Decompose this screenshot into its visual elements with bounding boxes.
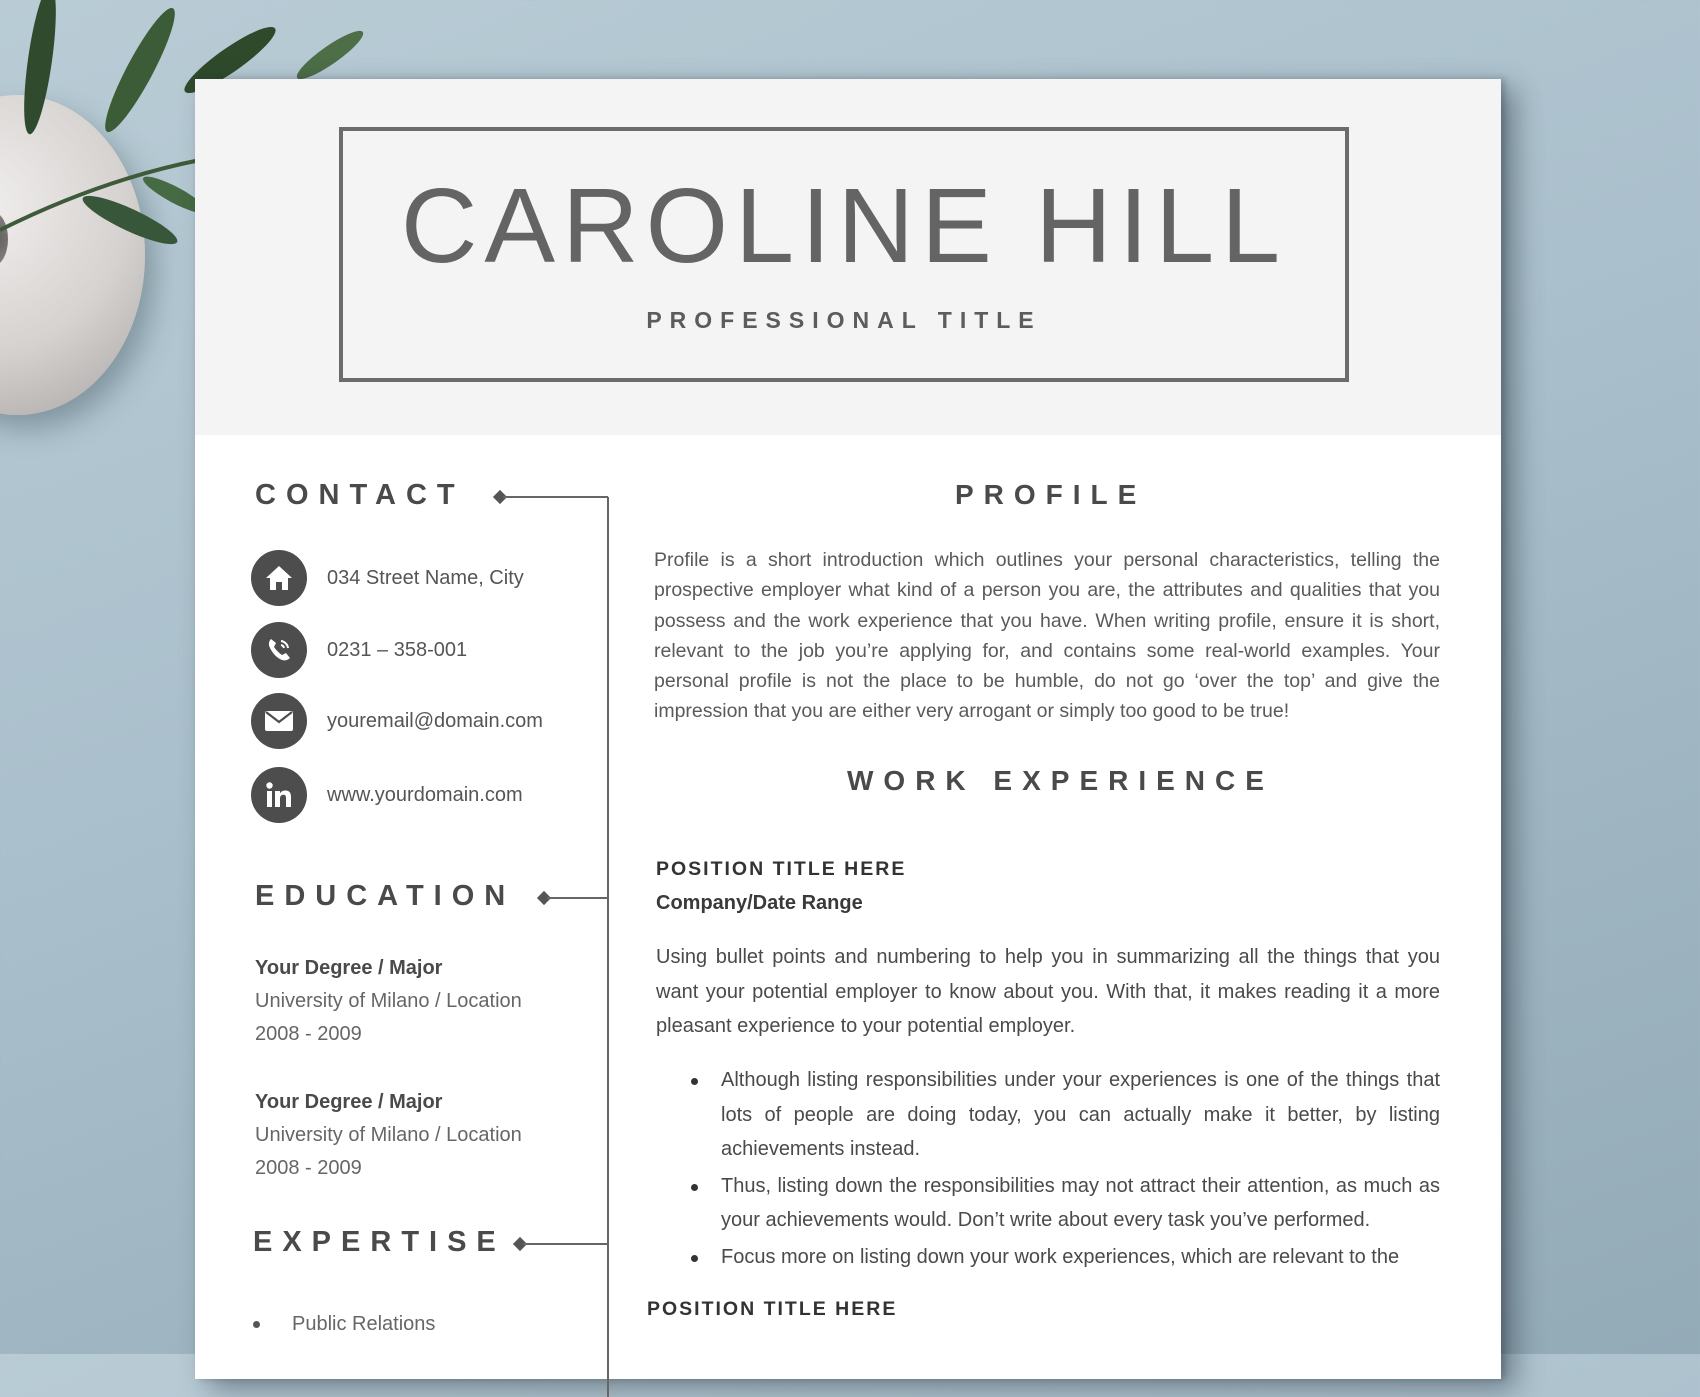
years-text: 2008 - 2009: [255, 1023, 362, 1045]
job-bullet-item: [691, 1063, 1440, 1167]
expertise-item-text: Public Relations: [292, 1313, 436, 1335]
candidate-name: CAROLINE HILL: [400, 167, 1288, 285]
bullet-dot: [253, 1321, 260, 1328]
resume-page: [195, 79, 1501, 1379]
bullet-dot: [691, 1255, 698, 1262]
company-date-range: Company/Date Range: [656, 892, 863, 914]
timeline-vertical-line: [607, 497, 609, 1397]
profile-text: Profile is a short introduction which outlines your personal characteristics, telling the prospective employer what kind of a person you are, the attributes and qualities that you possess and the work experience that you have. When writing profile, ensure it is short, relevant to the job you’re applying for, and contains some real-world examples. Your personal profile is not the place to be humble, do not go ‘over the top’ and give the impression that you are either very arrogant or simply too good to be true!: [654, 549, 1440, 723]
bullet-dot: [691, 1184, 698, 1191]
school-text: University of Milano / Location: [255, 990, 522, 1012]
education-entry: [255, 952, 522, 1051]
envelope-icon: [251, 693, 307, 749]
position-title: POSITION TITLE HERE: [647, 1298, 898, 1320]
expertise-heading: EXPERTISE: [253, 1226, 506, 1258]
contact-address: [251, 550, 524, 606]
bullet-dot: [691, 1078, 698, 1085]
expertise-item: [253, 1313, 435, 1336]
contact-heading: CONTACT: [255, 479, 465, 511]
job-bullet-text: Thus, listing down the responsibilities may not attract their attention, as much as your achievements would. Don’t write about every task you’ve performed.: [721, 1174, 1440, 1231]
job-description: Using bullet points and numbering to help you in summarizing all the things that you want your potential employer to know about you. With that, it makes reading it a more pleasant experience to your potential employer.: [656, 946, 1440, 1037]
phone-icon: [251, 622, 307, 678]
position-title: POSITION TITLE HERE: [656, 858, 907, 880]
education-heading: EDUCATION: [255, 880, 516, 912]
linkedin-icon: [251, 767, 307, 823]
education-connector-line: [547, 897, 608, 899]
school-text: University of Milano / Location: [255, 1124, 522, 1146]
job-bullet-text: Focus more on listing down your work experiences, which are relevant to the: [721, 1245, 1400, 1268]
education-entry: [255, 1086, 522, 1185]
phone-text: 0231 – 358-001: [327, 638, 468, 661]
job-bullet-text: Although listing responsibilities under your experiences is one of the things that lots of people are doing today, you can actually make it better, by listing achievements instead.: [721, 1069, 1440, 1160]
website-text: www.yourdomain.com: [327, 783, 523, 806]
job-bullet-item: [691, 1240, 1440, 1275]
years-text: 2008 - 2009: [255, 1157, 362, 1179]
work-experience-heading: WORK EXPERIENCE: [847, 765, 1274, 796]
expertise-connector-line: [523, 1243, 608, 1245]
address-text: 034 Street Name, City: [327, 566, 524, 589]
contact-phone: [251, 622, 467, 678]
job-bullet-list: [691, 1063, 1440, 1276]
email-text: youremail@domain.com: [327, 709, 543, 732]
contact-email: [251, 693, 543, 749]
professional-title: PROFESSIONAL TITLE: [646, 307, 1042, 333]
contact-connector-line: [503, 496, 608, 498]
degree-text: Your Degree / Major: [255, 957, 443, 979]
contact-website: [251, 767, 523, 823]
home-icon: [251, 550, 307, 606]
profile-heading: PROFILE: [955, 479, 1147, 510]
job-bullet-item: [691, 1169, 1440, 1238]
name-frame: [339, 127, 1349, 382]
degree-text: Your Degree / Major: [255, 1091, 443, 1113]
